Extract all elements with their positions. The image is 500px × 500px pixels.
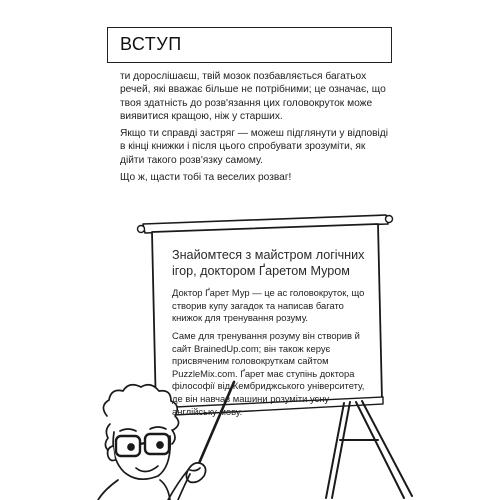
- section-header: [107, 27, 392, 63]
- intro-paragraph-2: Якщо ти справді застряг — можеш підглянути у відповіді в кінці книжки і після цього спробувати зрозуміти, як дійти такого розв'язку самому.: [120, 128, 389, 166]
- section-title: ВСТУП: [120, 34, 182, 54]
- board-paragraph-2: Саме для тренування розуму він створив й сайт BrainedUp.com; він також керує присвяченим головокруткам сайтом PuzzleMix.com. Ґарет має ступінь доктора філософії від Кембриджського університету, де він навчав машини розуміти усну англійську мову.: [172, 330, 365, 417]
- board-heading: Знайомтеся з майстром логічних ігор, доктором Ґаретом Муром: [172, 248, 365, 278]
- intro-paragraph-1: ти дорослішаєш, твій мозок позбавляється багатьох речей, які вважає більше не потрібними; це означає, що твоя здатність до розв'язання цих головокруток може виявитися кращою, ніж у старших.: [120, 71, 386, 122]
- board-paragraph-1: Доктор Ґарет Мур — це ас головокруток, що створив купу загадок та написав багато книжок для тренування розуму.: [172, 287, 365, 324]
- intro-paragraph-3: Що ж, щасти тобі та веселих розваг!: [120, 172, 292, 183]
